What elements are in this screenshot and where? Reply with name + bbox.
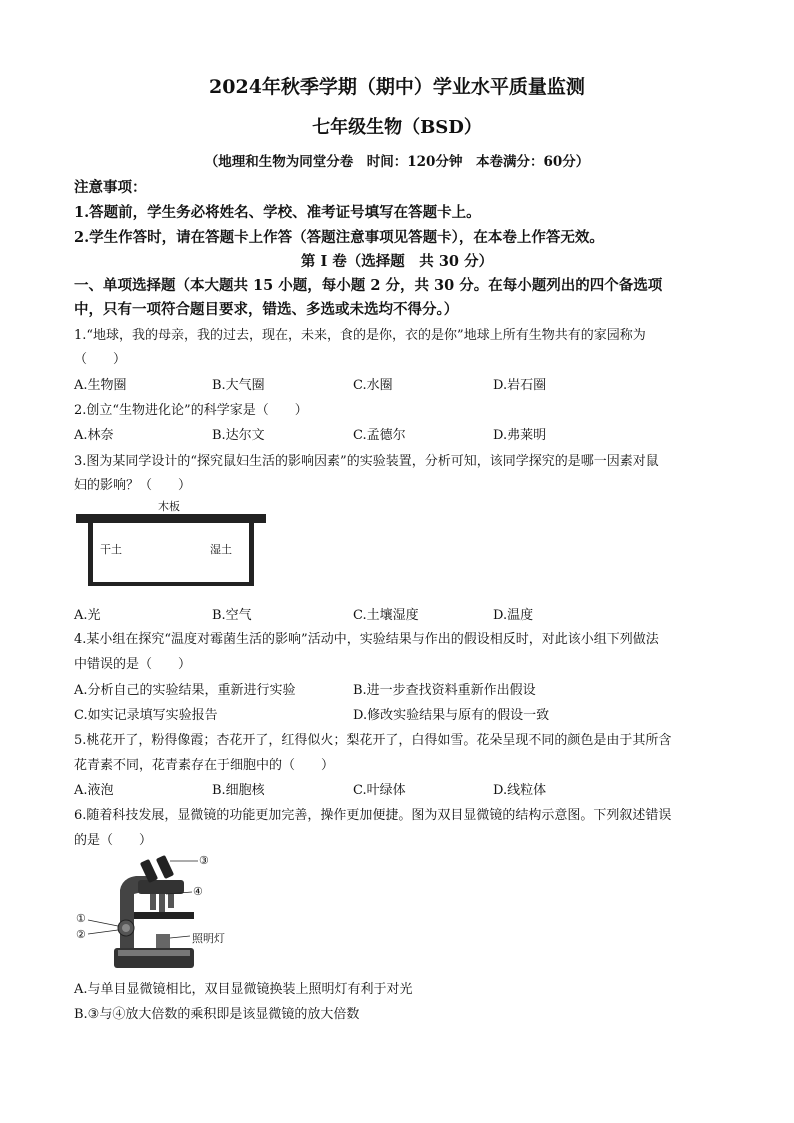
q4-option-c: C.如实记录填写实验报告	[74, 708, 218, 723]
q3-stem-2: 妇的影响？（ ）	[74, 478, 192, 493]
q3-option-b: B.空气	[212, 608, 252, 623]
box-left-wall	[88, 523, 93, 585]
notice-item-2: 2.学生作答时，请在答题卡上作答（答题注意事项见答题卡），在本卷上作答无效。	[74, 229, 604, 246]
q2-option-a: A.林奈	[74, 428, 114, 443]
exam-title: 2024年秋季学期（期中）学业水平质量监测	[209, 76, 585, 98]
section-instruction-2: 中，只有一项符合题目要求，错选、多选或未选均不得分。）	[74, 301, 459, 318]
label-4: ④	[193, 885, 203, 898]
q4-stem-2: 中错误的是（ ）	[74, 657, 192, 672]
q3-option-a: A.光	[74, 608, 101, 623]
q4-option-d: D.修改实验结果与原有的假设一致	[353, 708, 550, 723]
q4-stem: 4.某小组在探究“温度对霉菌生活的影响”活动中，实验结果与作出的假设相反时，对此该小组下列做法	[74, 632, 659, 647]
section-instruction-1: 一、单项选择题（本大题共 15 小题，每小题 2 分，共 30 分。在每小题列出的四个备选项	[74, 277, 663, 294]
wet-soil-label: 湿土	[210, 543, 232, 556]
q5-stem: 5.桃花开了，粉得像霞；杏花开了，红得似火；梨花开了，白得如雪。花朵呈现不同的颜色是由于其所含	[74, 733, 672, 748]
q4-option-a: A.分析自己的实验结果，重新进行实验	[74, 683, 296, 698]
notice-heading: 注意事项：	[74, 179, 147, 196]
box-right-wall	[249, 523, 254, 585]
q1-stem-2: （ ）	[74, 352, 127, 367]
exam-subtitle: 七年级生物（BSD）	[312, 117, 482, 138]
q1-stem: 1.“地球，我的母亲，我的过去，现在，未来，食的是你，衣的是你”地球上所有生物共有的家园称为	[74, 328, 646, 343]
q1-option-b: B.大气圈	[212, 378, 265, 393]
q1-option-c: C.水圈	[353, 378, 393, 393]
q3-option-c: C.土壤湿度	[353, 608, 419, 623]
box-bottom	[88, 582, 254, 586]
notice-item-1: 1.答题前，学生务必将姓名、学校、准考证号填写在答题卡上。	[74, 204, 481, 221]
board-shape	[76, 514, 266, 523]
q2-option-b: B.达尔文	[212, 428, 265, 443]
q5-option-b: B.细胞核	[212, 783, 265, 798]
q5-option-a: A.液泡	[74, 783, 114, 798]
q3-stem: 3.图为某同学设计的“探究鼠妇生活的影响因素”的实验装置，分析可知，该同学探究的是哪一因素对鼠	[74, 454, 659, 469]
q5-option-d: D.线粒体	[493, 783, 547, 798]
q6-microscope-diagram	[74, 850, 254, 974]
label-3: ③	[199, 854, 209, 867]
q2-option-c: C.孟德尔	[353, 428, 406, 443]
label-2: ②	[76, 928, 86, 941]
microscope-icon	[74, 850, 254, 974]
q3-option-d: D.温度	[493, 608, 534, 623]
lamp-label: 照明灯	[192, 932, 225, 945]
q2-option-d: D.弗莱明	[493, 428, 547, 443]
label-1: ①	[76, 912, 86, 925]
q6-stem-2: 的是（ ）	[74, 833, 153, 848]
q2-stem: 2.创立“生物进化论”的科学家是（ ）	[74, 403, 308, 418]
section-title: 第 Ⅰ 卷（选择题 共 30 分）	[300, 253, 494, 270]
q4-option-b: B.进一步查找资料重新作出假设	[353, 683, 536, 698]
board-label: 木板	[158, 500, 180, 513]
q1-option-d: D.岩石圈	[493, 378, 547, 393]
q6-option-b: B.③与④放大倍数的乘积即是该显微镜的放大倍数	[74, 1007, 360, 1022]
dry-soil-label: 干土	[100, 543, 122, 556]
q3-diagram	[74, 496, 270, 588]
q5-option-c: C.叶绿体	[353, 783, 406, 798]
q5-stem-2: 花青素不同，花青素存在于细胞中的（ ）	[74, 758, 335, 773]
exam-info: （地理和生物为同堂分卷 时间：120分钟 本卷满分：60分）	[204, 154, 590, 170]
q1-option-a: A.生物圈	[74, 378, 127, 393]
q6-option-a: A.与单目显微镜相比，双目显微镜换装上照明灯有利于对光	[74, 982, 413, 997]
q6-stem: 6.随着科技发展，显微镜的功能更加完善，操作更加便捷。图为双目显微镜的结构示意图。下列叙述错误	[74, 808, 672, 823]
